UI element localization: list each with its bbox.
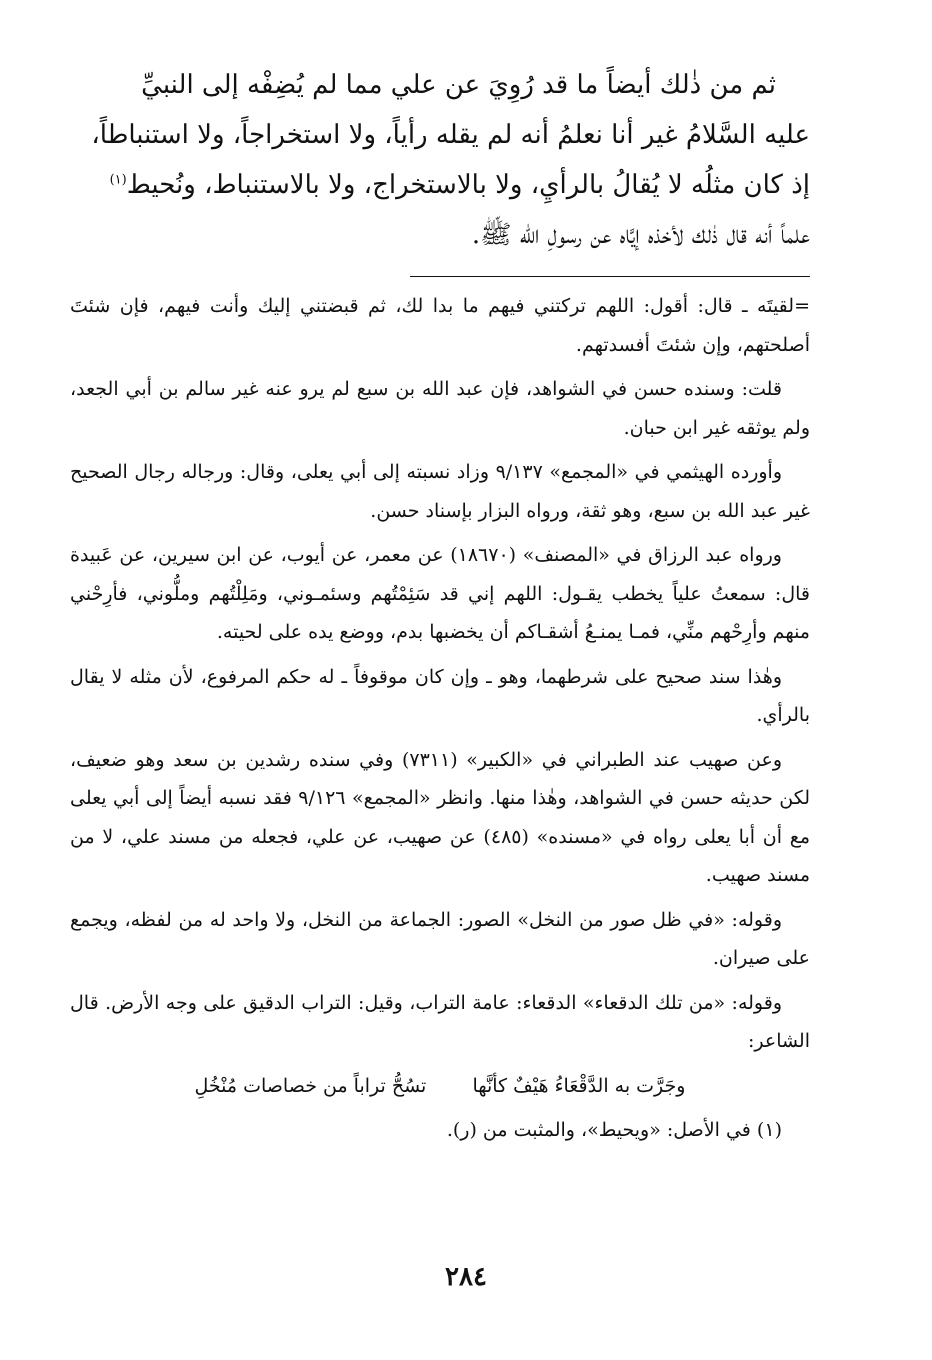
main-text — [70, 60, 810, 260]
footnotes-section — [70, 287, 810, 1150]
footnote-reference-1: (١) — [109, 172, 127, 188]
main-line-4-text: علماً أنه قال ذٰلك لأخذه إيَّاه عن رسولِ الله ﷺ. — [471, 220, 810, 250]
verse-hemistich-1: وجَرَّت به الدَّقْعَاءُ هَيْفٌ كأنَّها — [472, 1074, 686, 1097]
main-text-line-3 — [70, 160, 810, 210]
footnote-paragraph-4: ورواه عبد الرزاق في «المصنف» (١٨٦٧٠) عن معمر، عن أيوب، عن ابن سيرين، عن عَبيدة قال: سمعتُ علياً يخطب يقـول: اللهم إني قد سَئِمْتُهم وسئمـوني، ومَلِلْتُهم وملُّوني، فأرِحْني منهم وأرِحْهم منِّي، فمـا يمنـعُ أشقـاكم أن يخضبها بدم، ووضع يده على لحيته. — [70, 544, 810, 643]
main-line-1-text: ثم من ذٰلك أيضاً ما قد رُوِيَ عن علي مما لم يُضِفْه إلى النبيِّ — [141, 70, 776, 100]
footnote-paragraph-8: وقوله: «من تلك الدقعاء» الدقعاء: عامة التراب، وقيل: التراب الدقيق على وجه الأرض. قال الشاعر: — [70, 991, 810, 1052]
footnote-paragraph-3: وأورده الهيثمي في «المجمع» ٩/١٣٧ وزاد نسبته إلى أبي يعلى، وقال: ورجاله رجال الصحيح غير عبد الله بن سبع، وهو ثقة، ورواه البزار بإسناد حسن. — [70, 461, 810, 522]
page-body — [70, 60, 810, 1156]
verse-hemistich-2: تسُحُّ تراباً من خصاصات مُنْخُلِ — [194, 1074, 427, 1097]
footnote-note-1: (١) في الأصل: «ويحيط»، والمثبت من (ر). — [446, 1119, 782, 1141]
footnote-paragraph-2: قلت: وسنده حسن في الشواهد، فإن عبد الله بن سبع لم يرو عنه غير سالم بن أبي الجعد، ولم يوثقه غير ابن حبان. — [70, 378, 810, 439]
poetry-verse — [70, 1067, 810, 1106]
footnote-paragraph-7: وقوله: «في ظل صور من النخل» الصور: الجماعة من النخل، ولا واحد له من لفظه، ويجمع على صيران. — [70, 908, 810, 969]
main-text-line-2 — [70, 110, 810, 160]
main-line-3-text: إذ كان مثلُه لا يُقالُ بالرأيِ، ولا بالاستخراج، ولا بالاستنباط، ونُحيط — [126, 170, 810, 200]
footnote-separator-rule — [410, 276, 810, 277]
footnote-paragraph-6: وعن صهيب عند الطبراني في «الكبير» (٧٣١١) وفي سنده رشدين بن سعد وهو ضعيف، لكن حديثه حسن في الشواهد، وهٰذا منها. وانظر «المجمع» ٩/١٢٦ فقد نسبه أيضاً إلى أبي يعلى مع أن أبا يعلى رواه في «مسنده» (٤٨٥) عن صهيب، عن علي، فجعله من مسند علي، لا من مسند صهيب. — [70, 748, 810, 886]
footnote-paragraph-5: وهٰذا سند صحيح على شرطهما، وهو ـ وإن كان موقوفاً ـ له حكم المرفوع، لأن مثله لا يقال بالرأي. — [70, 665, 810, 726]
footnote-paragraph-1: =لقيتَه ـ قال: أقول: اللهم تركتني فيهم ما بدا لك، ثم قبضتني إليك وأنت فيهم، فإن شئتَ أصلحتهم، وإن شئتَ أفسدتهم. — [70, 295, 810, 356]
main-line-2-text: عليه السَّلامُ غير أنا نعلمُ أنه لم يقله رأياً، ولا استخراجاً، ولا استنباطاً، — [91, 120, 810, 150]
main-text-line-4 — [70, 210, 810, 260]
page-number: ٢٨٤ — [445, 1262, 487, 1292]
main-text-line-1 — [70, 60, 810, 110]
